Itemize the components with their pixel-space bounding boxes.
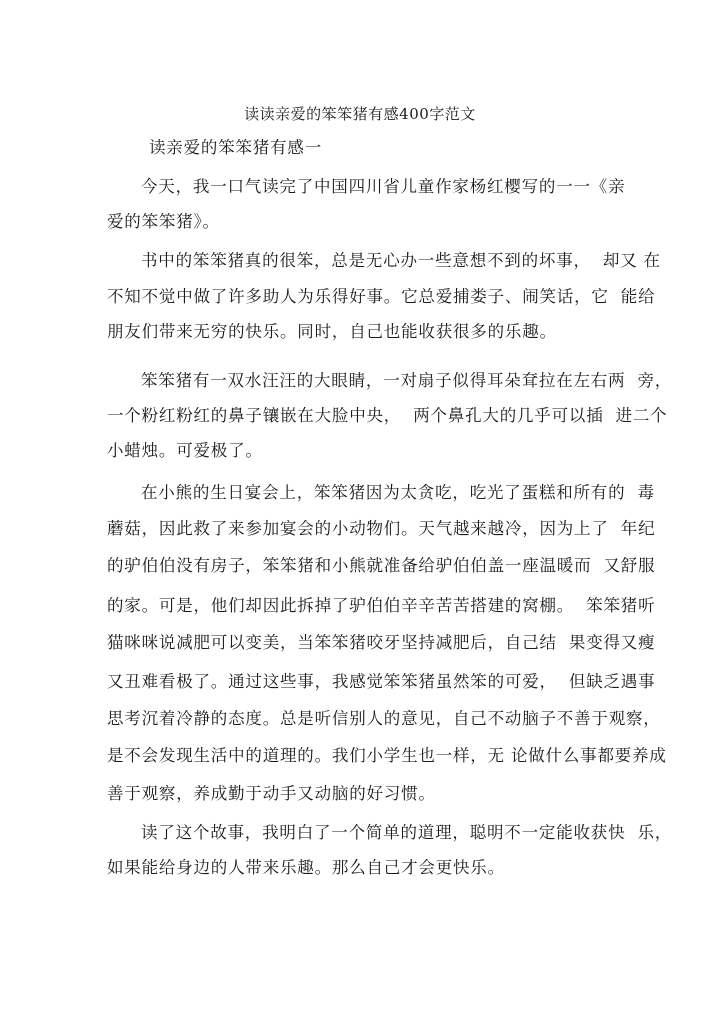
document-subtitle: 读亲爱的笨笨猪有感一: [149, 138, 322, 157]
text-line: 今天，我一口气读完了中国四川省儿童作家杨红樱写的一一《亲: [141, 177, 626, 196]
text-line: 一个粉红粉红的鼻子镶嵌在大脸中央， 两个鼻孔大的几乎可以插 进二个: [107, 406, 668, 425]
text-line: 爱的笨笨猪》。: [107, 212, 220, 231]
text-line: 小蜡烛。可爱极了。: [107, 441, 263, 460]
text-line: 的驴伯伯没有房子，笨笨猪和小熊就准备给驴伯伯盖一座温暖而 又舒服: [107, 556, 656, 575]
document-title: 读读亲爱的笨笨猪有感400字范文: [244, 105, 476, 123]
text-line: 笨笨猪有一双水汪汪的大眼睛，一对扇子似得耳朵耷拉在左右两 旁，: [141, 371, 673, 390]
text-line: 书中的笨笨猪真的很笨，总是无心办一些意想不到的坏事， 却又 在: [141, 251, 661, 270]
text-line: 又丑难看极了。通过这些事，我感觉笨笨猪虽然笨的可爱， 但缺乏遇事: [107, 672, 656, 691]
text-line: 不知不觉中做了许多助人为乐得好事。它总爱捕娄子、闹笑话，它 能给: [107, 287, 656, 306]
text-line: 朋友们带来无穷的快乐。同时，自己也能收获很多的乐趣。: [107, 322, 557, 341]
text-line: 的家。可是，他们却因此拆掉了驴伯伯辛辛苦苦搭建的窝棚。 笨笨猪听: [107, 596, 656, 615]
text-line: 如果能给身边的人带来乐趣。那么自己才会更快乐。: [107, 858, 505, 877]
text-line: 思考沉着冷静的态度。总是听信别人的意见，自己不动脑子不善于观察，: [107, 709, 661, 728]
text-line: 是不会发现生活中的道理的。我们小学生也一样，无 论做什么事都要养成: [107, 746, 667, 765]
text-line: 猫咪咪说减肥可以变美，当笨笨猪咬牙坚持减肥后，自己结 果变得又瘦: [107, 633, 656, 652]
text-line: 蘑菇，因此救了来参加宴会的小动物们。天气越来越冷，因为上了 年纪: [107, 519, 656, 538]
text-line: 在小熊的生日宴会上，笨笨猪因为太贪吃，吃光了蛋糕和所有的 毒: [141, 483, 655, 502]
text-line: 读了这个故事，我明白了一个简单的道理，聪明不一定能收获快 乐，: [141, 823, 673, 842]
text-line: 善于观察，养成勤于动手又动脑的好习惯。: [107, 784, 436, 803]
